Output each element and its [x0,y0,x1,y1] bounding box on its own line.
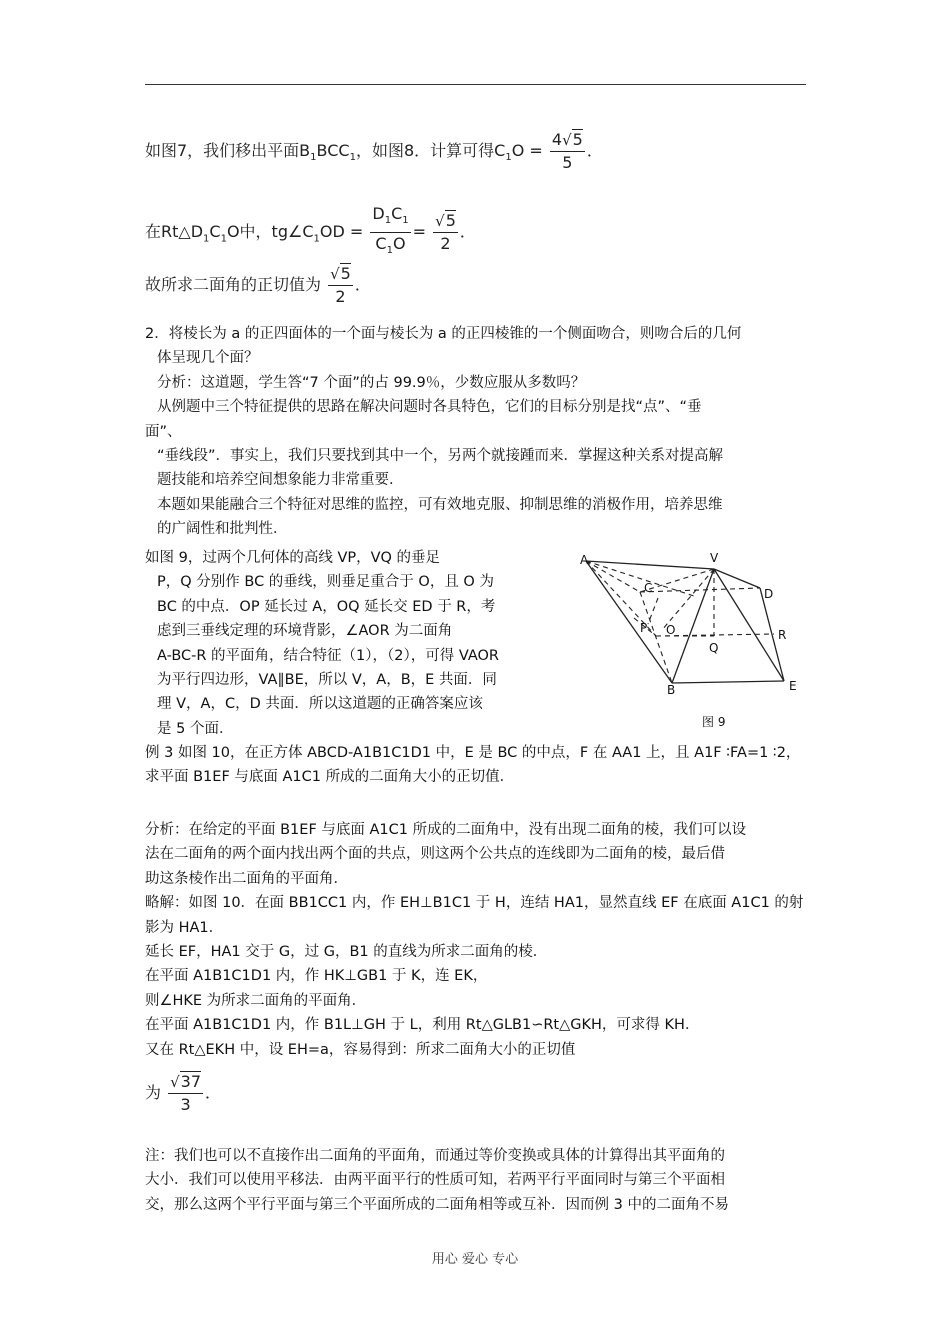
fraction: $\frac{√37}{3}$ [170,1072,202,1114]
fraction [370,204,410,261]
analysis-line: 分析：在给定的平面 B1EF 与底面 A1C1 所成的二面角中，没有出现二面角的棱，我们可以设 [145,822,747,838]
label-v: V [710,551,719,565]
paragraph: 从例题中三个特征提供的思路在解决问题时各具特色，它们的目标分别是找“点”、“垂 [157,399,702,416]
paragraph-line: 虑到三垂线定理的环境背影，∠AOR 为二面角 [157,623,453,640]
denominator: O [392,234,406,254]
denominator: C [375,234,387,254]
subscript: 1 [313,233,320,245]
label-a: A [580,553,589,567]
label-p: P [640,621,648,635]
label-d: D [764,587,774,601]
example-3-solution [145,818,807,1062]
radicand: 5 [572,130,583,149]
formula-text: = [412,222,427,242]
formula-line-3 [145,264,371,307]
subscript: 1 [505,152,512,164]
paragraph: “垂线段”．事实上，我们只要找到其中一个，另两个就接踵而来．掌握这种关系对提高解 [157,448,724,465]
solution-line: 在平面 A1B1C1D1 内，作 B1L⊥GH 于 L，利用 Rt△GLB1∽Rt△GKH，可求得 KH． [145,1017,700,1034]
note [145,1144,807,1217]
paragraph-line: 是 5 个面． [157,720,234,737]
subscript: 1 [310,152,317,164]
formula-text: BCC [316,141,350,160]
formula-text: ． [586,141,603,160]
fraction: $\frac{4√5}{5}$ [551,130,583,172]
paragraph: 的广阔性和批判性． [157,521,288,538]
paragraph: 面”、 [145,423,182,440]
radicand: 37 [180,1072,202,1091]
paragraph: 本题如果能融合三个特征对思维的监控，可有效地克服、抑制思维的消极作用，培养思维 [157,496,723,513]
subscript: 1 [203,233,210,245]
subscript: 1 [220,233,227,245]
paragraph-line: P，Q 分别作 BC 的垂线，则垂足重合于 O，且 O 为 [157,574,494,591]
note-line: 注：我们也可以不直接作出二面角的平面角，而通过等价变换或具体的计算得出其平面角的 [145,1148,725,1164]
formula-text: 在Rt△D [145,222,204,242]
question-title-cont: 体呈现几个面？ [157,350,259,367]
numerator: C [391,204,403,223]
numerator: 4 [551,130,563,149]
header-rule [145,84,806,85]
formula-text: ． [459,222,476,242]
denominator: 5 [562,153,573,172]
figure-9 [574,548,814,742]
label-o: O [666,623,676,637]
radicand: 5 [445,211,456,231]
subscript: 1 [402,215,409,227]
paragraph: 题技能和培养空间想象能力非常重要． [157,472,404,489]
paragraph-line: 如图 9，过两个几何体的高线 VP，VQ 的垂足 [145,550,441,566]
answer-formula [145,1072,221,1115]
example-title-cont: 求平面 B1EF 与底面 A1C1 所成的二面角大小的正切值． [145,769,515,786]
fraction: $\frac{√5}{2}$ [330,264,351,306]
label-b: B [667,683,676,697]
page-footer: 用心 爱心 专心 [431,1252,519,1267]
label-e: E [789,679,797,693]
formula-line-2 [145,204,476,261]
denominator: 2 [440,234,451,254]
paragraph-line: 理 V，A，C，D 共面．所以这道题的正确答案应该 [157,696,483,713]
solution-line: 影为 HA1． [145,919,224,936]
formula-text: 为 [145,1083,162,1102]
formula-text: O中，tg∠C [226,222,314,242]
paragraph-line: BC 的中点．OP 延长过 A，OQ 延长交 ED 于 R，考 [157,598,496,615]
question-title: 2．将棱长为 a 的正四面体的一个面与棱长为 a 的正四棱锥的一个侧面吻合，则吻合后的几何 [145,326,742,342]
formula-text: ． [354,275,371,294]
solution-line: 则∠HKE 为所求二面角的平面角． [145,992,367,1009]
analysis-line: 助这条棱作出二面角的平面角． [145,870,348,887]
formula-text: ，如图8．计算可得C [355,141,506,160]
formula-text: O = [511,141,543,160]
analysis-line: 法在二面角的两个面内找出两个面的共点，则这两个公共点的连线即为二面角的棱，最后借 [145,846,725,863]
question-2 [145,322,807,542]
geometry-figure [574,548,814,738]
solution-line: 延长 EF，HA1 交于 G，过 G，B1 的直线为所求二面角的棱． [145,944,548,961]
label-r: R [778,628,787,642]
label-q: Q [709,641,719,655]
formula-text: OD = [319,222,364,242]
formula-text: C [209,222,221,242]
example-title: 例 3 如图 10，在正方体 ABCD-A1B1C1D1 中，E 是 BC 的中点，F 在 AA1 上，且 A1F ∶FA=1 ∶2， [145,745,801,761]
formula-line-1 [145,130,603,173]
formula-text: 故所求二面角的正切值为 [145,275,322,294]
example-3 [145,741,807,790]
paragraph-line: 为平行四边形，VA∥BE，所以 V，A，B，E 共面．同 [157,672,497,689]
solution-line: 在平面 A1B1C1D1 内，作 HK⊥GB1 于 K，连 EK， [145,968,488,985]
solution-line: 略解：如图 10．在面 BB1CC1 内，作 EH⊥B1C1 于 H，连结 HA1，显然直线 EF 在底面 A1C1 的射 [145,895,804,912]
formula-text: ． [205,1083,222,1102]
note-line: 交，那么这两个平行平面与第三个平面所成的二面角相等或互补．因而例 3 中的二面角不易 [145,1196,729,1213]
radicand: 5 [340,264,351,283]
numerator: D [372,204,385,223]
figure-explanation [145,546,565,741]
denominator: 3 [180,1095,191,1114]
solution-line: 又在 Rt△EKH 中，设 EH=a，容易得到：所求二面角大小的正切值 [145,1041,576,1058]
paragraph-line: A-BC-R 的平面角，结合特征（1），（2），可得 VAOR [157,647,500,664]
fraction: $\frac{√5}{2}$ [435,211,456,254]
subscript: 1 [386,245,393,257]
subscript: 1 [349,152,356,164]
formula-text: 如图7，我们移出平面B [145,141,311,160]
figure-caption: 图 9 [702,715,726,729]
analysis-text: 分析：这道题，学生答“7 个面”的占 99.9％，少数应服从多数吗？ [157,374,586,391]
note-line: 大小．我们可以使用平移法．由两平面平行的性质可知，若两平行平面同时与第三个平面相 [145,1172,725,1189]
label-c: C [644,581,653,595]
subscript: 1 [384,215,392,227]
denominator: 2 [335,287,346,306]
